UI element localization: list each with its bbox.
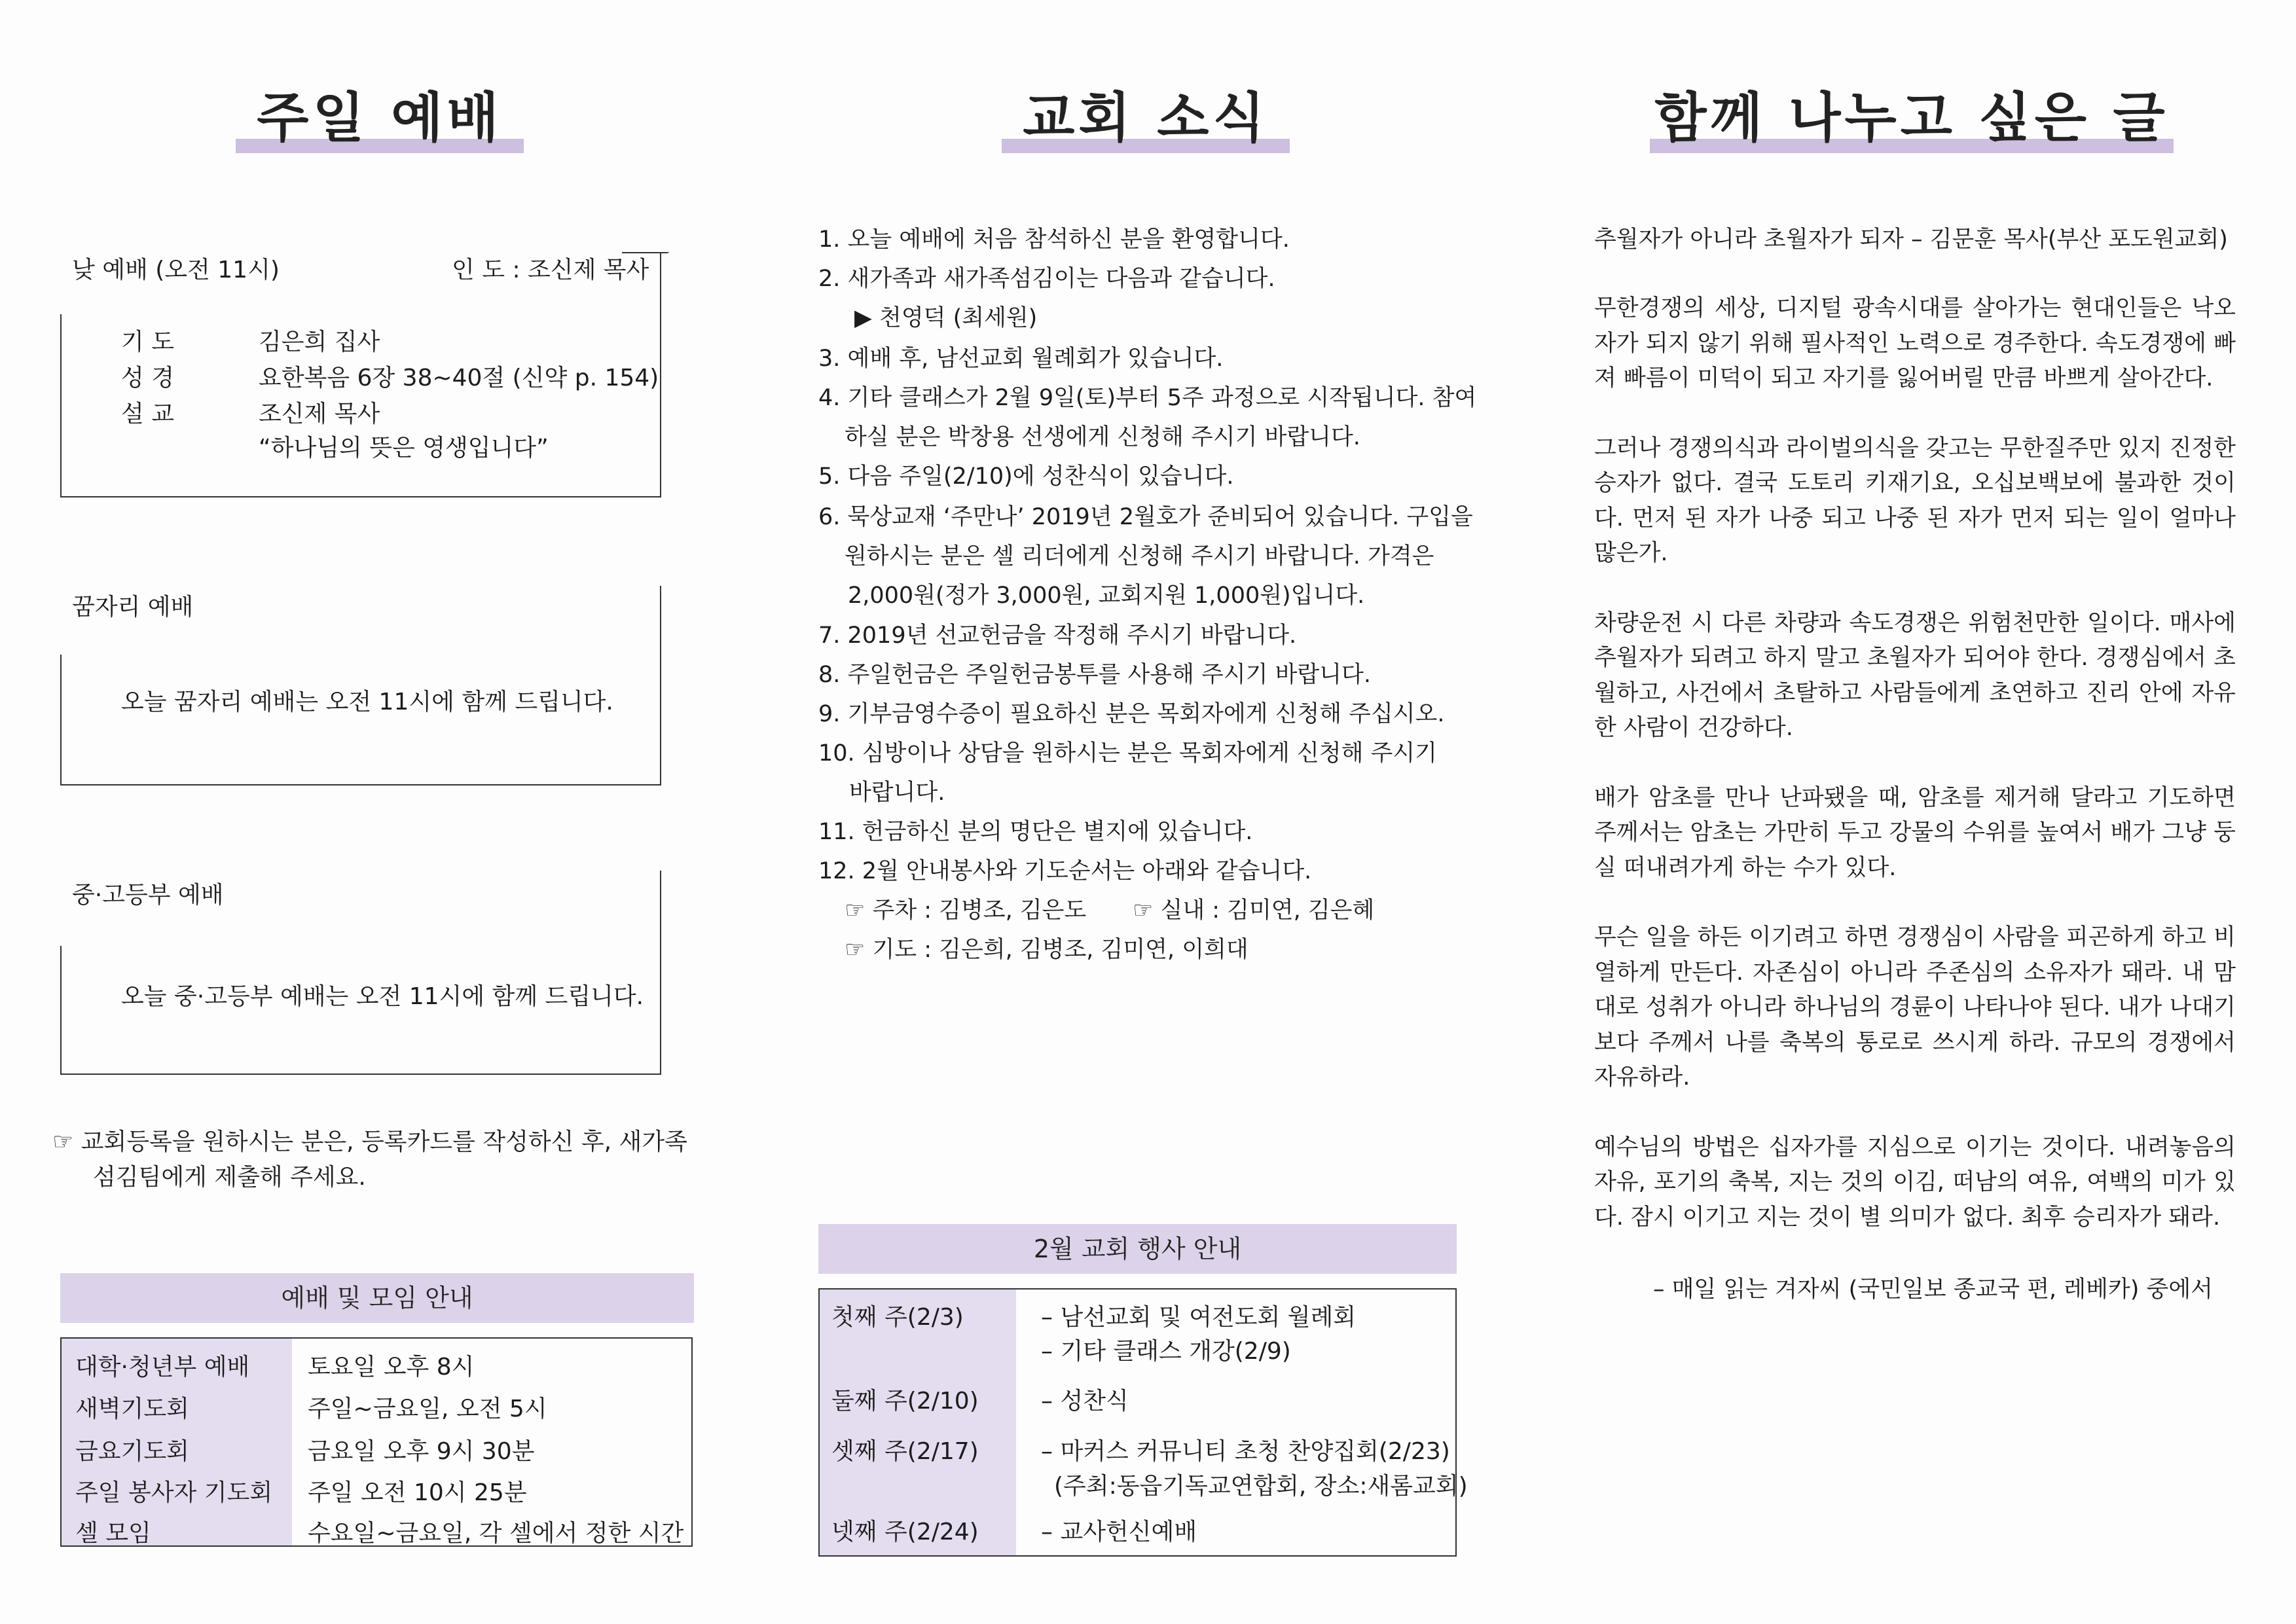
scripture-value: 요한복음 6장 38~40절 (신약 p. 154): [259, 365, 659, 391]
sermon-title: “하나님의 뜻은 영생입니다”: [259, 435, 549, 461]
schedule-row-time: 수요일~금요일, 각 셀에서 정한 시간: [308, 1520, 684, 1547]
event-week: 넷째 주(2/24): [831, 1519, 979, 1545]
news-item: 1. 오늘 예배에 처음 참석하신 분을 환영합니다.: [818, 226, 1290, 253]
essay-paragraph: 무한경쟁의 세상, 디지털 광속시대를 살아가는 현대인들은 낙오자가 되지 않기 위해 필사적인 노력으로 경주한다. 속도경쟁에 빠져 빠름이 미덕이 되고 자기를 잃어버릴 만큼 바쁘게 살아간다.: [1594, 295, 2236, 391]
event-item: – 교사헌신예배: [1041, 1519, 1197, 1545]
news-item-cont: 하실 분은 박창용 선생에게 신청해 주시기 바랍니다.: [845, 424, 1360, 450]
news-item-cont: 2,000원(정가 3,000원, 교회지원 1,000원)입니다.: [848, 583, 1365, 609]
church-news-heading: 교회 소식: [1002, 92, 1290, 145]
day-service-leader: 인 도 : 조신제 목사: [452, 257, 649, 283]
sunday-worship-heading: 주일 예배: [236, 92, 524, 145]
sermon-label: 설 교: [121, 401, 174, 427]
day-service-title: 낮 예배 (오전 11시): [72, 257, 280, 283]
prayer-value: 김은희 집사: [259, 329, 380, 355]
news-item: 6. 묵상교재 ‘주만나’ 2019년 2월호가 준비되어 있습니다. 구입을: [818, 504, 1473, 530]
children-service-text: 오늘 꿈자리 예배는 오전 11시에 함께 드립니다.: [121, 689, 613, 715]
news-item: 8. 주일헌금은 주일헌금봉투를 사용해 주시기 바랍니다.: [818, 662, 1371, 688]
essay-paragraph: 배가 암초를 만나 난파됐을 때, 암초를 제거해 달라고 기도하면 주께서는 암초는 가만히 두고 강물의 수위를 높여서 배가 그냥 둥실 떠내려가게 하는 수가 있다.: [1594, 784, 2236, 881]
schedule-row-time: 금요일 오후 9시 30분: [308, 1438, 535, 1465]
news-item: 2. 새가족과 새가족섬김이는 다음과 같습니다.: [818, 266, 1275, 292]
schedule-row-time: 토요일 오후 8시: [308, 1354, 475, 1380]
news-item: 3. 예배 후, 남선교회 월례회가 있습니다.: [818, 346, 1224, 372]
essay-paragraph: 그러나 경쟁의식과 라이벌의식을 갖고는 무한질주만 있지 진정한 승자가 없다. 결국 도토리 키재기요, 오십보백보에 불과한 것이다. 먼저 된 자가 나중 되고 나중 된 자가 먼저 되는 일이 얼마나 많은가.: [1594, 435, 2236, 566]
event-item: (주최:동읍기독교연합회, 장소:새롬교회): [1054, 1473, 1468, 1500]
youth-service-title: 중·고등부 예배: [72, 882, 224, 909]
frame-right: [660, 252, 661, 497]
children-service-title: 꿈자리 예배: [72, 594, 194, 621]
event-item: – 기타 클래스 개강(2/9): [1041, 1338, 1291, 1365]
event-week: 둘째 주(2/10): [831, 1388, 979, 1415]
sunday-worship-column: [52, 0, 707, 1624]
news-subitem: ☞ 주차 : 김병조, 김은도: [845, 897, 1087, 924]
essay-paragraph: 차량운전 시 다른 차량과 속도경쟁은 위험천만한 일이다. 매사에 추월자가 되려고 하지 말고 초월자가 되어야 한다. 경쟁심에서 초월하고, 사건에서 초탈하고 사람들에게 초연하고 진리 안에 자유한 사람이 건강하다.: [1594, 609, 2236, 741]
news-item: 7. 2019년 선교헌금을 작정해 주시기 바랍니다.: [818, 623, 1297, 649]
essay-body: [1594, 291, 2236, 1235]
scripture-label: 성 경: [121, 365, 174, 391]
essay-source: – 매일 읽는 겨자씨 (국민일보 종교국 편, 레베카) 중에서: [1653, 1276, 2213, 1303]
event-item: – 남선교회 및 여전도회 월례회: [1041, 1304, 1357, 1331]
essay-title: 추월자가 아니라 초월자가 되자 – 김문훈 목사(부산 포도원교회): [1594, 226, 2228, 253]
news-item: 9. 기부금영수증이 필요하신 분은 목회자에게 신청해 주십시오.: [818, 701, 1445, 727]
news-item-cont: 원하시는 분은 셀 리더에게 신청해 주시기 바랍니다. 가격은: [845, 543, 1434, 569]
schedule-row-time: 주일~금요일, 오전 5시: [308, 1396, 547, 1422]
shared-writing-column: [1584, 0, 2246, 1624]
prayer-label: 기 도: [121, 329, 174, 355]
frame-bottom: [60, 496, 661, 497]
schedule-band: 예배 및 모임 안내: [60, 1273, 694, 1323]
event-item: – 성찬식: [1041, 1388, 1129, 1415]
essay-paragraph: 무슨 일을 하든 이기려고 하면 경쟁심이 사람을 피곤하게 하고 비열하게 만든다. 자존심이 아니라 주존심의 소유자가 돼라. 내 맘대로 성취가 아니라 하나님의 경륜이 나타나야 된다. 내가 나대기보다 주께서 나를 축복의 통로로 쓰시게 하라. 규모의 경쟁에서 자유하라.: [1594, 924, 2236, 1091]
news-item: 4. 기타 클래스가 2월 9일(토)부터 5주 과정으로 시작됩니다. 참여: [818, 385, 1477, 411]
news-item: 5. 다음 주일(2/10)에 성찬식이 있습니다.: [818, 463, 1234, 490]
schedule-row-name: 금요기도회: [75, 1438, 189, 1465]
schedule-row-name: 셀 모임: [75, 1520, 151, 1547]
schedule-row-time: 주일 오전 10시 25분: [308, 1479, 527, 1506]
schedule-row-name: 새벽기도회: [75, 1396, 189, 1422]
essay-paragraph: 예수님의 방법은 십자가를 지심으로 이기는 것이다. 내려놓음의 자유, 포기의 축복, 지는 것의 이김, 떠남의 여유, 여백의 미가 있다. 잠시 이기고 지는 것이 별 의미가 없다. 최후 승리자가 돼라.: [1594, 1134, 2236, 1231]
sermon-preacher: 조신제 목사: [259, 401, 380, 427]
news-item: 12. 2월 안내봉사와 기도순서는 아래와 같습니다.: [818, 858, 1312, 884]
registration-note-line1: ☞ 교회등록을 원하시는 분은, 등록카드를 작성하신 후, 새가족: [52, 1128, 687, 1155]
church-news-column: [805, 0, 1486, 1624]
event-week: 셋째 주(2/17): [831, 1438, 979, 1465]
event-item: – 마커스 커뮤니티 초청 찬양집회(2/23): [1041, 1438, 1450, 1465]
news-item: 11. 헌금하신 분의 명단은 별지에 있습니다.: [818, 819, 1253, 845]
news-item-cont: 바랍니다.: [849, 780, 945, 806]
news-subitem: ☞ 실내 : 김미연, 김은혜: [1133, 897, 1375, 924]
registration-note-line2: 섬김팀에게 제출해 주세요.: [93, 1164, 366, 1191]
schedule-row-name: 대학·청년부 예배: [75, 1354, 250, 1380]
event-week: 첫째 주(2/3): [831, 1304, 964, 1331]
news-item: 10. 심방이나 상담을 원하시는 분은 목회자에게 신청해 주시기: [818, 740, 1437, 767]
youth-service-text: 오늘 중·고등부 예배는 오전 11시에 함께 드립니다.: [121, 983, 644, 1010]
shared-writing-heading: 함께 나누고 싶은 글: [1650, 92, 2174, 145]
frame-left: [60, 314, 62, 496]
schedule-row-name: 주일 봉사자 기도회: [75, 1479, 273, 1506]
news-subitem: ▶ 천영덕 (최세원): [854, 305, 1038, 331]
events-band: 2월 교회 행사 안내: [818, 1224, 1457, 1274]
news-subitem: ☞ 기도 : 김은희, 김병조, 김미연, 이희대: [845, 937, 1248, 963]
